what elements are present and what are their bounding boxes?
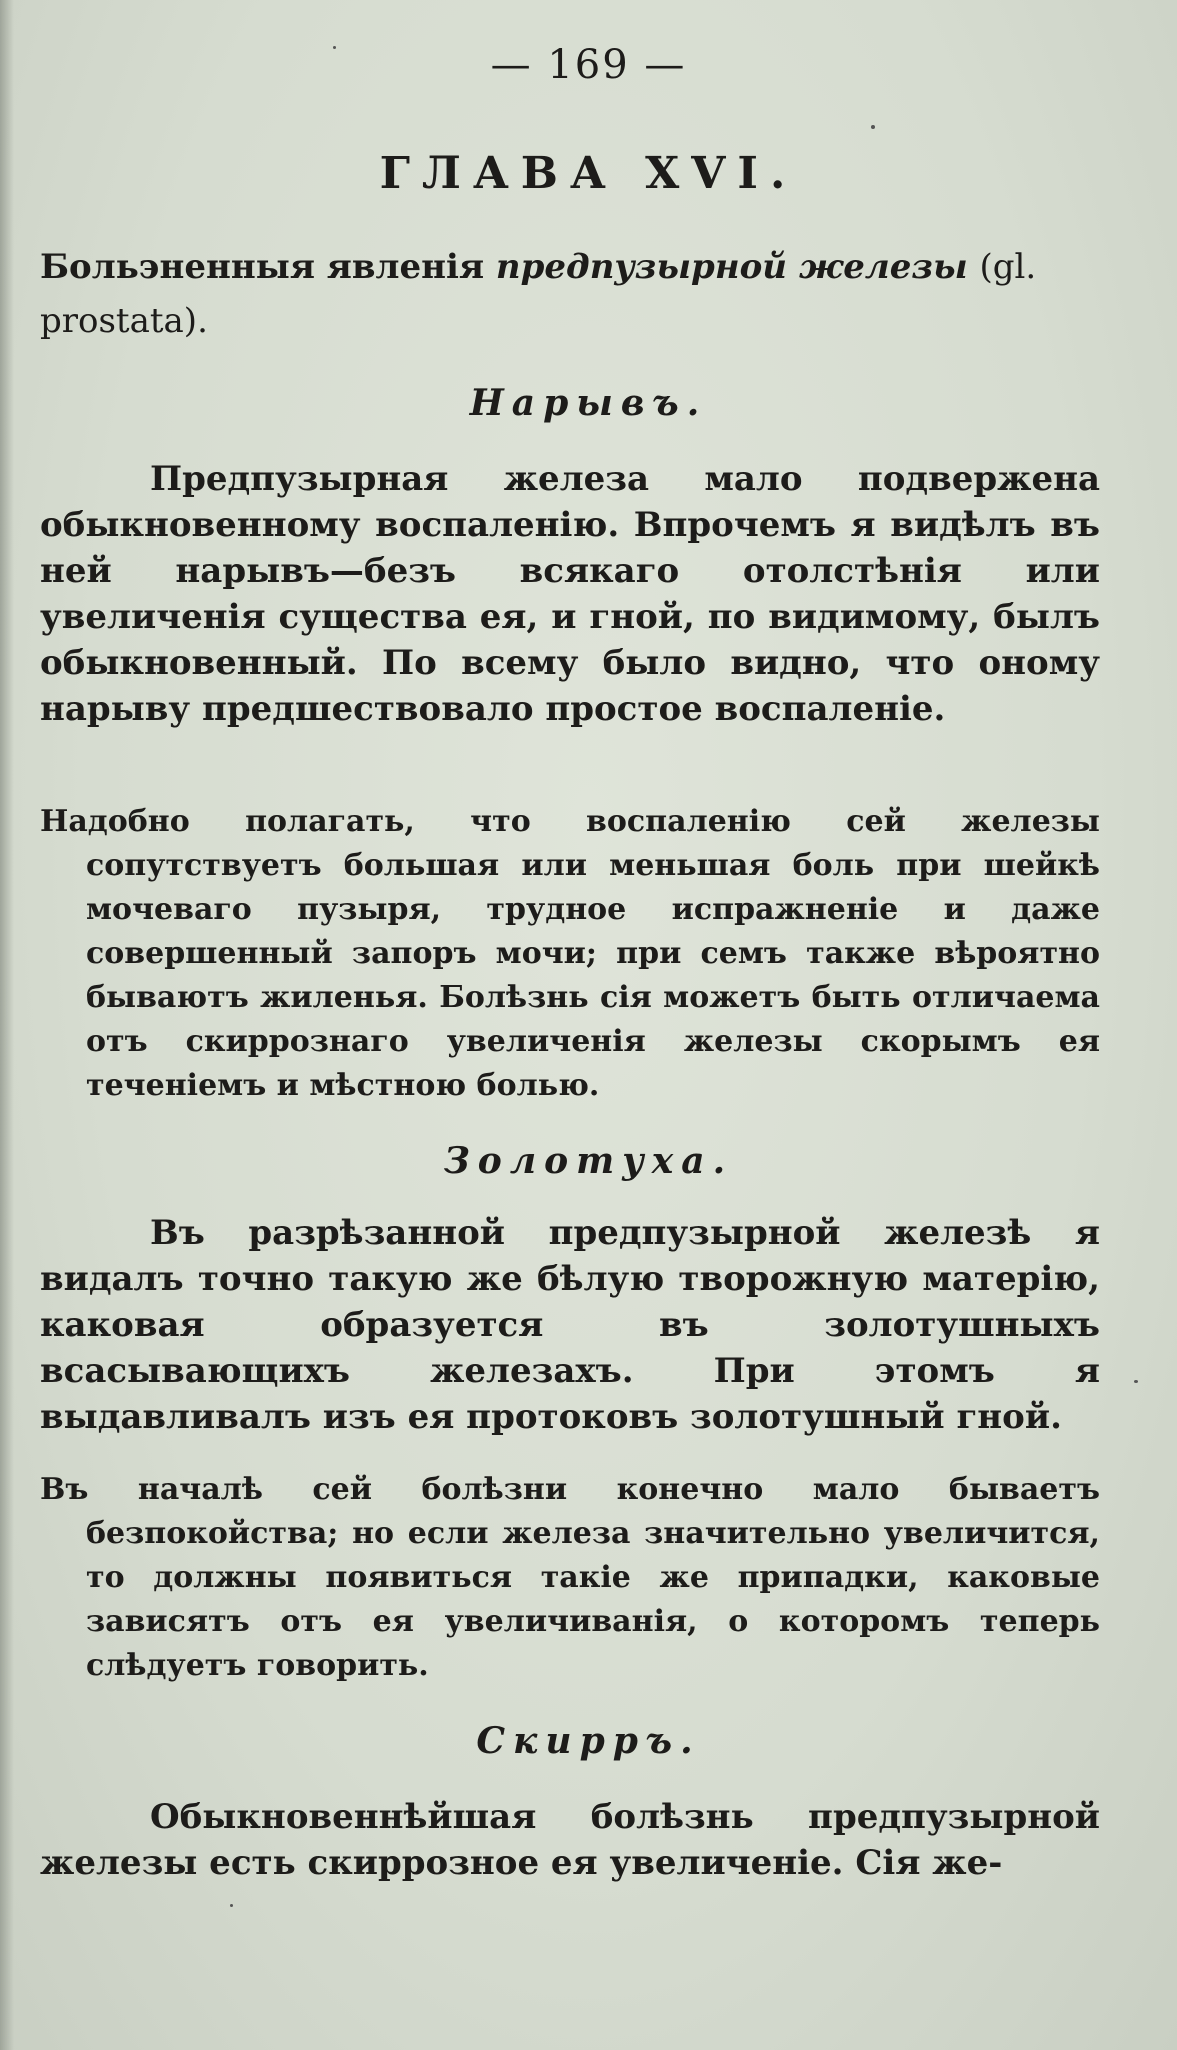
- subtitle-latin: (gl. prostata).: [40, 247, 1037, 341]
- page-number: — 169 —: [490, 42, 687, 88]
- section-heading-scrofula: Золотуха.: [443, 1140, 734, 1182]
- paper-speck: [871, 125, 875, 129]
- section-heading-abscess: Нарывъ.: [469, 382, 708, 424]
- section-scrofula-text: Въ разрѣзанной предпузырной железѣ я видалъ точно такую же бѣлую творожную матерію, каковая образуется въ золотушныхъ всасывающихъ железахъ. При этомъ я выдавливалъ изъ ея протоковъ золотушный гной.: [40, 1213, 1100, 1437]
- section-heading-scirrhus: Скирръ.: [476, 1720, 701, 1762]
- chapter-subtitle: [40, 240, 1120, 348]
- paper-speck: [333, 46, 336, 49]
- chapter-title: ГЛАВА XVI.: [379, 148, 798, 199]
- subtitle-italic: предпузырной железы: [495, 247, 968, 287]
- paper-speck: [230, 1904, 233, 1907]
- section-scrofula-note: Въ началѣ сей болѣзни конечно мало бываетъ безпокойства; но если железа значительно увеличится, то должны появиться такіе же припадки, каковые зависятъ отъ ея увеличиванія, о которомъ теперь слѣдуетъ говорить.: [40, 1472, 1100, 1683]
- section-abscess-text: Предпузырная железа мало подвержена обыкновенному воспаленію. Впрочемъ я видѣлъ въ ней нарывъ—безъ всякаго отолстѣнія или увеличенія существа ея, и гной, по видимому, былъ обыкновенный. По всему было видно, что оному нарыву предшествовало простое воспаленіе.: [40, 459, 1100, 729]
- paper-speck: [1134, 1380, 1138, 1383]
- section-scirrhus-text: Обыкновеннѣйшая болѣзнь предпузырной железы есть скиррозное ея увеличеніе. Сія же-: [40, 1797, 1100, 1883]
- section-abscess-note: Надобно полагать, что воспаленію сей железы сопутствуетъ большая или меньшая боль при шейкѣ мочеваго пузыря, трудное испражненіе и даже совершенный запоръ мочи; при семъ также вѣроятно бываютъ жиленья. Болѣзнь сія можетъ быть отличаема отъ скиррознаго увеличенія железы скорымъ ея теченіемъ и мѣстною болью.: [40, 804, 1100, 1103]
- subtitle-plain: Больэненныя явленія: [40, 247, 485, 287]
